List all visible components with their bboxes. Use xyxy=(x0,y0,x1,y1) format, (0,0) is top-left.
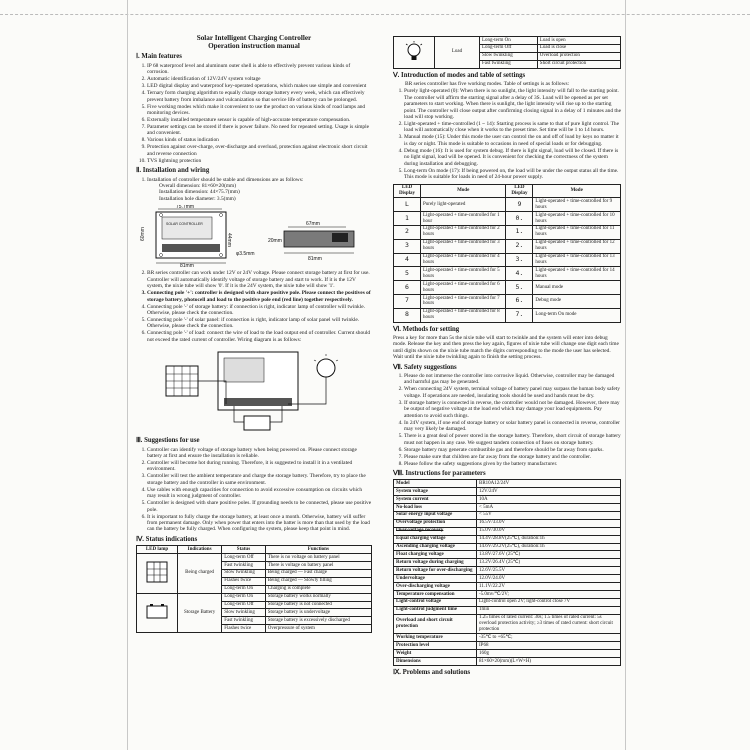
list-item: 10. TVS lightning protection xyxy=(147,158,372,164)
list-item: 9. Protection against over-charge, over-discharge and overload, protection against electronic short circuit and reverse connection xyxy=(147,144,372,157)
list-item: 4. Use cables with enough capacities for connection to avoid excessive consumption on circuits which may result in wrong judgment of controller. xyxy=(147,487,372,500)
list-item: 5. Five working modes which make it convenient to use the product on various kinds of road lamps and monitoring devices. xyxy=(147,104,372,117)
parameters-table xyxy=(393,479,621,666)
table-row: Undervoltage 12.0V/24.0V xyxy=(394,575,621,583)
sec1-heading: Ⅰ. Main features xyxy=(136,53,182,61)
list-item: 3. Manual mode (15): Under this mode the user can control the on and off of load by keys no matter it is day or night. This mode is suitable to occasions in need of special loads or for debugging. xyxy=(404,134,621,147)
table-row: Overload and short circuit protection 1.25 times of rated current: 30s; 1.5 times of rated current: 5s overload protection activity; ≥3 times of rated current: short circuit protection xyxy=(394,614,621,634)
status-table-load xyxy=(393,36,621,69)
table-row: LED Display Mode LED Display Mode xyxy=(394,184,621,198)
table-row: 2 Light-operated + time-controlled for 2 hours 1. Light-operated + time-controlled for 11 hours xyxy=(394,225,621,239)
table-row: Flashes twice Being charged — Slowly filling xyxy=(137,577,372,585)
sec7-heading: Ⅶ. Safety suggestions xyxy=(393,363,457,371)
dimension-drawing xyxy=(136,205,372,267)
table-row: L Purely light-operated 9 Light-operated + time-controlled for 9 hours xyxy=(394,198,621,212)
list-item: 1. Controller can identify voltage of storage battery when being powered on. Please connect storage battery at first and ensure the installation is reliable. xyxy=(147,447,372,460)
table-row: Dimensions 81×60×20(mm)(L×W×H) xyxy=(394,658,621,666)
list-item: 5. Long-term On mode (17): If being powered on, the load will be under the output status all the time. This mode is suitable for loads in need of 24-hour power supply. xyxy=(404,168,621,181)
table-row: Long-term Off Storage battery is not connected xyxy=(137,601,372,609)
dim-label-h1: 44mm xyxy=(226,233,232,248)
dim-label-w2: 81mm xyxy=(180,263,194,268)
list-item: 4. Ternary form charging algorithm to equally charge storage battery every week, which can effectively prevent battery from imbalance and vulcanization so that service life of battery can be prolonged. xyxy=(147,90,372,103)
list-item: 5. Connecting pole '-' of solar panel: if connection is right, indicator lamp of solar panel will twinkle. Otherwise, please check the connection. xyxy=(147,317,372,330)
table-row: Light-control judgment time 1min xyxy=(394,606,621,614)
sec5-heading: Ⅴ. Introduction of modes and table of settings xyxy=(393,71,526,79)
sec3-list xyxy=(136,447,372,533)
list-item: 6. Connecting pole '-' of load: connect the wire of load to the load output end of controller. Current should not exceed the rated current of controller. Wiring diagram is as follows: xyxy=(147,330,372,343)
table-row: Over-discharging voltage 11.1V/22.2V xyxy=(394,583,621,591)
list-item: 8. Please follow the safety suggestions given by the battery manufacturer. xyxy=(404,461,621,467)
wiring-diagram xyxy=(136,346,372,434)
sec9-heading: Ⅸ. Problems and solutions xyxy=(393,669,471,677)
table-row: No-load loss < 5mA xyxy=(394,504,621,512)
list-item: 1. Installation of controller should be stable and dimensions are as follows: Overall dimension: 81×60×20(mm) Installation dimension: 44×75.7(mm) Installation hole diameter: 3.5(mm) xyxy=(147,177,372,203)
dimension-diagram xyxy=(136,205,372,267)
list-item: 4. Connecting pole '-' of storage battery: if connection is right, indicator lamp of controller will twinkle. Otherwise, please check the connection. xyxy=(147,304,372,317)
list-item: 6. Storage battery may generate combustible gas and therefore should be far away from sparks. xyxy=(404,447,621,453)
sec6-heading: Ⅵ. Methods for setting xyxy=(393,325,460,333)
table-row: Float charging voltage 13.8V/27.6V (25℃) xyxy=(394,551,621,559)
sec2-list-a xyxy=(136,177,372,203)
wiring-drawing xyxy=(136,346,372,434)
list-item: 2. Automatic identification of 12V/24V system voltage xyxy=(147,76,372,82)
list-item: 3. Controller will test the ambient temperature and charge the storage battery. Therefore, try to place the storage battery and the controller in same environment. xyxy=(147,473,372,486)
table-row: 4 Light-operated + time-controlled for 4 hours 3. Light-operated + time-controlled for 13 hours xyxy=(394,253,621,267)
sec1-list xyxy=(136,63,372,164)
table-row: Being charged Long-term Off There is no voltage on battery panel xyxy=(137,554,372,562)
diagram-brand: SOLAR CONTROLLER xyxy=(166,222,203,227)
solar-panel-icon xyxy=(137,554,178,594)
list-item: 2. Controller will become hot during running. Therefore, it is suggested to install it in a ventilated environment. xyxy=(147,460,372,473)
table-row: 5 Light-operated + time-controlled for 5 hours 4. Light-operated + time-controlled for 14 hours xyxy=(394,267,621,281)
table-row: Return voltage during charging 13.2V/26.4V (25℃) xyxy=(394,559,621,567)
sec8-heading: Ⅷ. Instructions for parameters xyxy=(393,469,486,477)
table-row: Slow twinkling Storage battery is undervoltage xyxy=(137,609,372,617)
table-row: Long-term On Charging is complete xyxy=(137,585,372,593)
table-row: Weight 160g xyxy=(394,650,621,658)
list-item: 2. Light-operated + time-controlled (1 ~ 14): Starting process is same to that of pure light control. The load will automatically close when it works to the preset time. Set time will be 1 to 14 hours. xyxy=(404,121,621,134)
sec3-heading: Ⅲ. Suggestions for use xyxy=(136,437,200,445)
table-row: LED lamp Indications Status Functions xyxy=(137,546,372,554)
dim-line: Installation dimension: 44×75.7(mm) xyxy=(159,189,240,196)
scan-edge-top xyxy=(0,14,750,15)
dim-label-depth: 20mm xyxy=(268,238,282,245)
dim-line: Overall dimension: 81×60×20(mm) xyxy=(159,183,237,190)
sec2-list-b xyxy=(136,270,372,343)
page-edge-right xyxy=(625,0,626,750)
table-row: Over-voltage recovery 15.0V/30.0V xyxy=(394,527,621,535)
dim-label-h2: 60mm xyxy=(140,227,146,242)
list-item: 2. When connecting 24V system, terminal voltage of battery panel may surpass the human body safety voltage. If operations are needed, insulating tools should be used and hands must be dry. xyxy=(404,386,621,399)
sec7-list xyxy=(393,373,621,467)
table-row: Storage Battery Long-term On Storage battery works normally xyxy=(137,593,372,601)
dim-label-w1: 75.7mm xyxy=(176,205,195,211)
table-row: Load Long-term On Load is open xyxy=(394,37,621,45)
dim-label-w4: 81mm xyxy=(308,256,322,263)
table-row: Flashes twice Overpressure of system xyxy=(137,625,372,633)
table-row: Overvoltage protection 16.5V/33.0V xyxy=(394,519,621,527)
table-row: 8 Light-operated + time-controlled for 8 hours 7. Long-term On mode xyxy=(394,308,621,322)
status-table-a xyxy=(136,545,372,633)
led-mode-table xyxy=(393,184,621,323)
battery-icon xyxy=(137,593,178,633)
table-row: Working temperature -35℃ to +65℃; xyxy=(394,634,621,642)
list-item: 3. Connecting pole '+': controller is designed with share positive pole. Please connect the positives of storage battery, photocell and load to the positive pole end (red line) together respectively. xyxy=(147,290,372,303)
list-item: 3. If storage battery is connected in reverse, the controller would not be damaged. However, there may be output of negative voltage at the load end which may damage your load equipments. Pay attention to avoid such things. xyxy=(404,400,621,419)
page-edge-left xyxy=(127,0,128,750)
list-item: 8. Various kinds of status indication xyxy=(147,137,372,143)
list-item: 6. It is important to fully charge the storage battery, at least once a month. Otherwise, battery will suffer from permanent damage. Only when power that enters into the batter is more than that used by the load can the battery be fully charged. When configuring the system, please keep that point in mind. xyxy=(147,514,372,533)
table-row: System current 10A xyxy=(394,496,621,504)
doc-title: Solar Intelligent Charging Controller xyxy=(196,34,312,42)
sec6-text: Press a key for more than 5s the nixie tube will start to twinkle and the system will enter into debug mode. Release the key and then press the key again, figures of nixie tube will change one digit each time until digits shown on the nixie tube match the digits corresponding to the mode the user has selected. Wait until the nixie tube twinkling again to finish the setting process. xyxy=(393,335,619,361)
table-row: Return voltage for over-discharging 12.6V/25.5V xyxy=(394,567,621,575)
table-row: 7 Light-operated + time-controlled for 7 hours 6. Debug mode xyxy=(394,295,621,309)
table-row: Slow twinkling Being charged — Fast charge xyxy=(137,569,372,577)
sec4-heading: Ⅳ. Status indications xyxy=(136,535,198,543)
list-item: 4. In 24V system, if one end of storage battery or solar battery panel is connected in reverse, controller may very likely be damaged. xyxy=(404,420,621,433)
dim-label-w3: 67mm xyxy=(306,221,320,228)
table-row: Protection level IP68 xyxy=(394,642,621,650)
table-row: Equal charging voltage 14.4V/28.8V(25℃), duration:1h xyxy=(394,535,621,543)
bulb-icon xyxy=(394,37,435,69)
table-row: Fast twinkling There is voltage on battery panel xyxy=(137,562,372,570)
list-item: 6. Externally installed temperature sensor is capable of high-accurate temperature compensation. xyxy=(147,117,372,123)
doc-subtitle: Operation instruction manual xyxy=(208,42,300,51)
list-item: 1. IP 68 waterproof level and aluminum outer shell is able to effectively prevent various kinds of corrosion. xyxy=(147,63,372,76)
table-row: 3 Light-operated + time-controlled for 3 hours 2. Light-operated + time-controlled for 12 hours xyxy=(394,239,621,253)
sec5-list xyxy=(393,88,621,180)
table-row: 6 Light-operated + time-controlled for 6 hours 5. Manual mode xyxy=(394,281,621,295)
list-item: 3. LED digital display and waterproof key-operated operations, which makes use simple and convenient xyxy=(147,83,372,89)
table-row: 1 Light-operated + time-controlled for 1 hour 0. Light-operated + time-controlled for 10 hours xyxy=(394,212,621,226)
table-row: Model BR10A12/24V xyxy=(394,480,621,488)
table-row: Solar energy input voltage < 55V xyxy=(394,511,621,519)
table-row: Slow twinkling Overload protection xyxy=(394,52,621,60)
sec5-intro: BR series controller has five working modes. Table of settings is as follows: xyxy=(405,81,570,88)
table-row: Temperature compensation -5.0mv/℃/2V; xyxy=(394,591,621,599)
dim-label-hole: φ3.5mm xyxy=(236,251,255,258)
table-row: Long-term Off Load is close xyxy=(394,44,621,52)
table-row: Fast twinkling Storage battery is excessively discharged xyxy=(137,617,372,625)
sec2-heading: Ⅱ. Installation and wiring xyxy=(136,167,210,175)
list-item: 1. Purely light-operated (0): When there is no sunlight, the light intensity will fall to the starting point. The controller will affirm the starting signal after a delay of 3S. Load will be opened as per set parameters to start working. When there is sunlight, the light intensity will rise up to the starting point. The controller will close output after confirming closing signal in a delay of 1 minutes and the load will stop working. xyxy=(404,88,621,120)
list-item: 7. Please make sure that children are far away from the storage battery and the controller. xyxy=(404,454,621,460)
right-column xyxy=(393,36,621,678)
table-row: System voltage 12V/24V xyxy=(394,488,621,496)
table-row: Ascending charging voltage 14.6V/29.2V(25℃), duration:1h xyxy=(394,543,621,551)
list-item: 2. BR series controller can work under 12V or 24V voltage. Please connect storage battery at first for use. Controller will automatically identify voltage of storage battery and start to work. If it is the 12V system, the nixie tube will show '0'. If it is the 24V system, the nixie tube will show '1'. xyxy=(147,270,372,289)
list-item: 5. Controller is designed with share positive poles. If grounding needs to be connected, please use positive pole. xyxy=(147,500,372,513)
list-item: 5. There is a great deal of power stored in the storage battery. Therefore, short circuit of storage battery must not happen in any case. We suggest tandem connection of fuses on storage battery. xyxy=(404,433,621,446)
dim-line: Installation hole diameter: 3.5(mm) xyxy=(159,195,236,202)
list-item: 1. Please do not immerse the controller into corrosive liquid. Otherwise, controller may be damaged and harmful gas may be generated. xyxy=(404,373,621,386)
table-row: Light-control voltage Light-control open 2V; light-control close 7V xyxy=(394,598,621,606)
table-row: Fast twinkling Short circuit protection xyxy=(394,60,621,68)
list-item: 7. Parameter settings can be stored if there is power failure. No need for repeated setting. Usage is simple and convenient. xyxy=(147,124,372,137)
list-item: 4. Debug mode (16): It is used for system debug. If there is light signal, load will be closed. If there is no light signal, load will be opened. It is convenient for checking the correctness of the system during installation and debugging. xyxy=(404,148,621,167)
left-column xyxy=(136,34,372,633)
